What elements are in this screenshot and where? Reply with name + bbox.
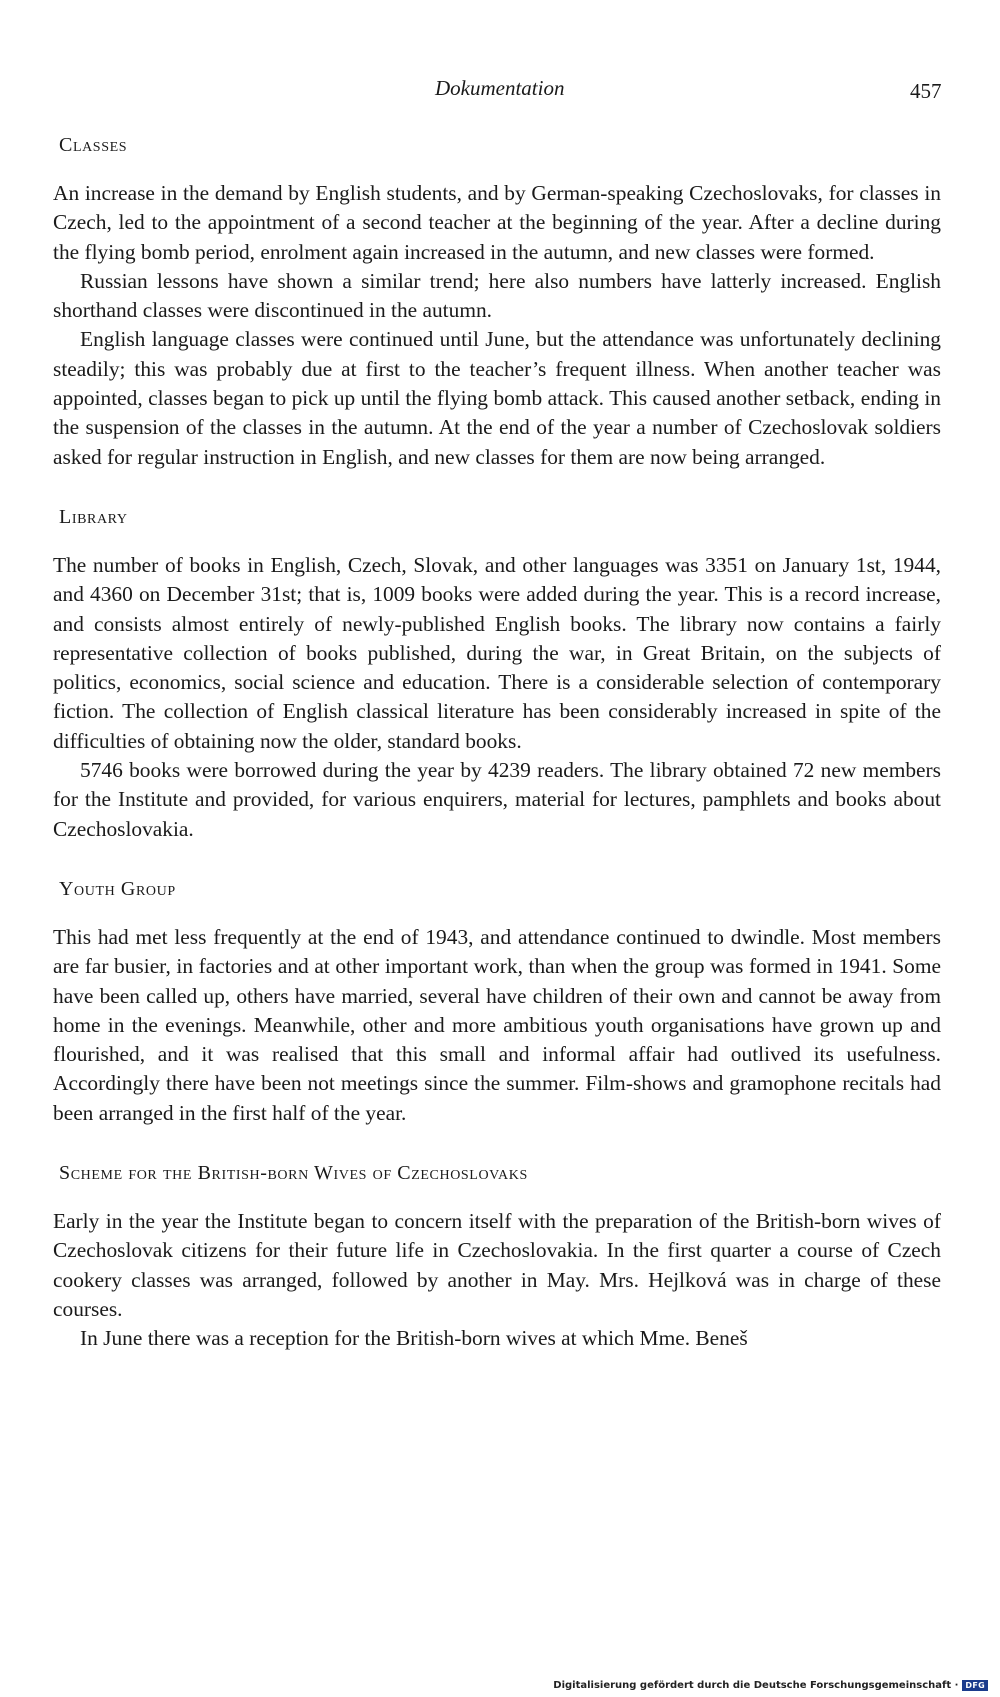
paragraph: English language classes were continued until June, but the attendance was unfortunately declining steadily; this was probably due at first to the teacher’s frequent illness. When another teacher was appointed, classes began to pick up until the flying bomb attack. This caused another setback, ending in the suspension of the classes in the autumn. At the end of the year a number of Czechoslovak soldiers asked for regular instruction in English, and new classes for them are now being arranged. <box>53 327 941 469</box>
section-heading: Youth Group <box>59 877 176 900</box>
section-heading: Library <box>59 505 128 528</box>
section-heading: Scheme for the British-born Wives of Czechoslovaks <box>59 1162 528 1185</box>
paragraph: 5746 books were borrowed during the year by 4239 readers. The library obtained 72 new members for the Institute and provided, for various enquirers, material for lectures, pamphlets and books about Czechoslovakia. <box>53 758 941 841</box>
section-british-born-wives <box>53 1162 941 1353</box>
body-text <box>53 134 941 1388</box>
running-title: Dokumentation <box>435 76 565 100</box>
digitization-credit <box>553 1680 988 1691</box>
paragraph: In June there was a reception for the British-born wives at which Mme. Beneš <box>80 1326 748 1351</box>
paragraph: Early in the year the Institute began to concern itself with the preparation of the British-born wives of Czechoslovak citizens for their future life in Czechoslovakia. In the first quarter a course of Czech cookery classes was arranged, followed by another in May. Mrs. Hejlková was in charge of these courses. <box>53 1209 941 1321</box>
section-library <box>53 506 941 844</box>
paragraph: The number of books in English, Czech, Slovak, and other languages was 3351 on January 1st, 1944, and 4360 on December 31st; that is, 1009 books were added during the year. This is a record increase, and consists almost entirely of newly-published English books. The library now contains a fairly representative collection of books published, during the war, in Great Britain, on the subjects of politics, economics, social science and education. There is a considerable selection of contemporary fiction. The collection of English classical literature has been considerably increased in spite of the difficulties of obtaining now the older, standard books. <box>53 552 941 753</box>
paragraph: Russian lessons have shown a similar trend; here also numbers have latterly increased. English shorthand classes were discontinued in the autumn. <box>53 268 941 323</box>
credit-text: Digitalisierung gefördert durch die Deutsche Forschungsgemeinschaft · <box>553 1680 959 1691</box>
section-youth-group <box>53 878 941 1128</box>
paragraph: This had met less frequently at the end of 1943, and attendance continued to dwindle. Most members are far busier, in factories and at other important work, than when the group was formed in 1941. Some have been called up, others have married, several have children of their own and cannot be away from home in the evenings. Meanwhile, other and more ambitious youth organisations have grown up and flourished, and it was realised that this small and informal affair had outlived its usefulness. Accordingly there have been not meetings since the summer. Film-shows and gramophone recitals had been arranged in the first half of the year. <box>53 924 941 1125</box>
running-header <box>0 76 1000 106</box>
page-number: 457 <box>910 79 942 103</box>
dfg-logo: DFG <box>962 1680 988 1691</box>
section-classes <box>53 134 941 472</box>
paragraph: An increase in the demand by English students, and by German-speaking Czechoslovaks, for classes in Czech, led to the appointment of a second teacher at the beginning of the year. After a decline during the flying bomb period, enrolment again increased in the autumn, and new classes were formed. <box>53 181 941 264</box>
section-heading: Classes <box>59 134 128 156</box>
